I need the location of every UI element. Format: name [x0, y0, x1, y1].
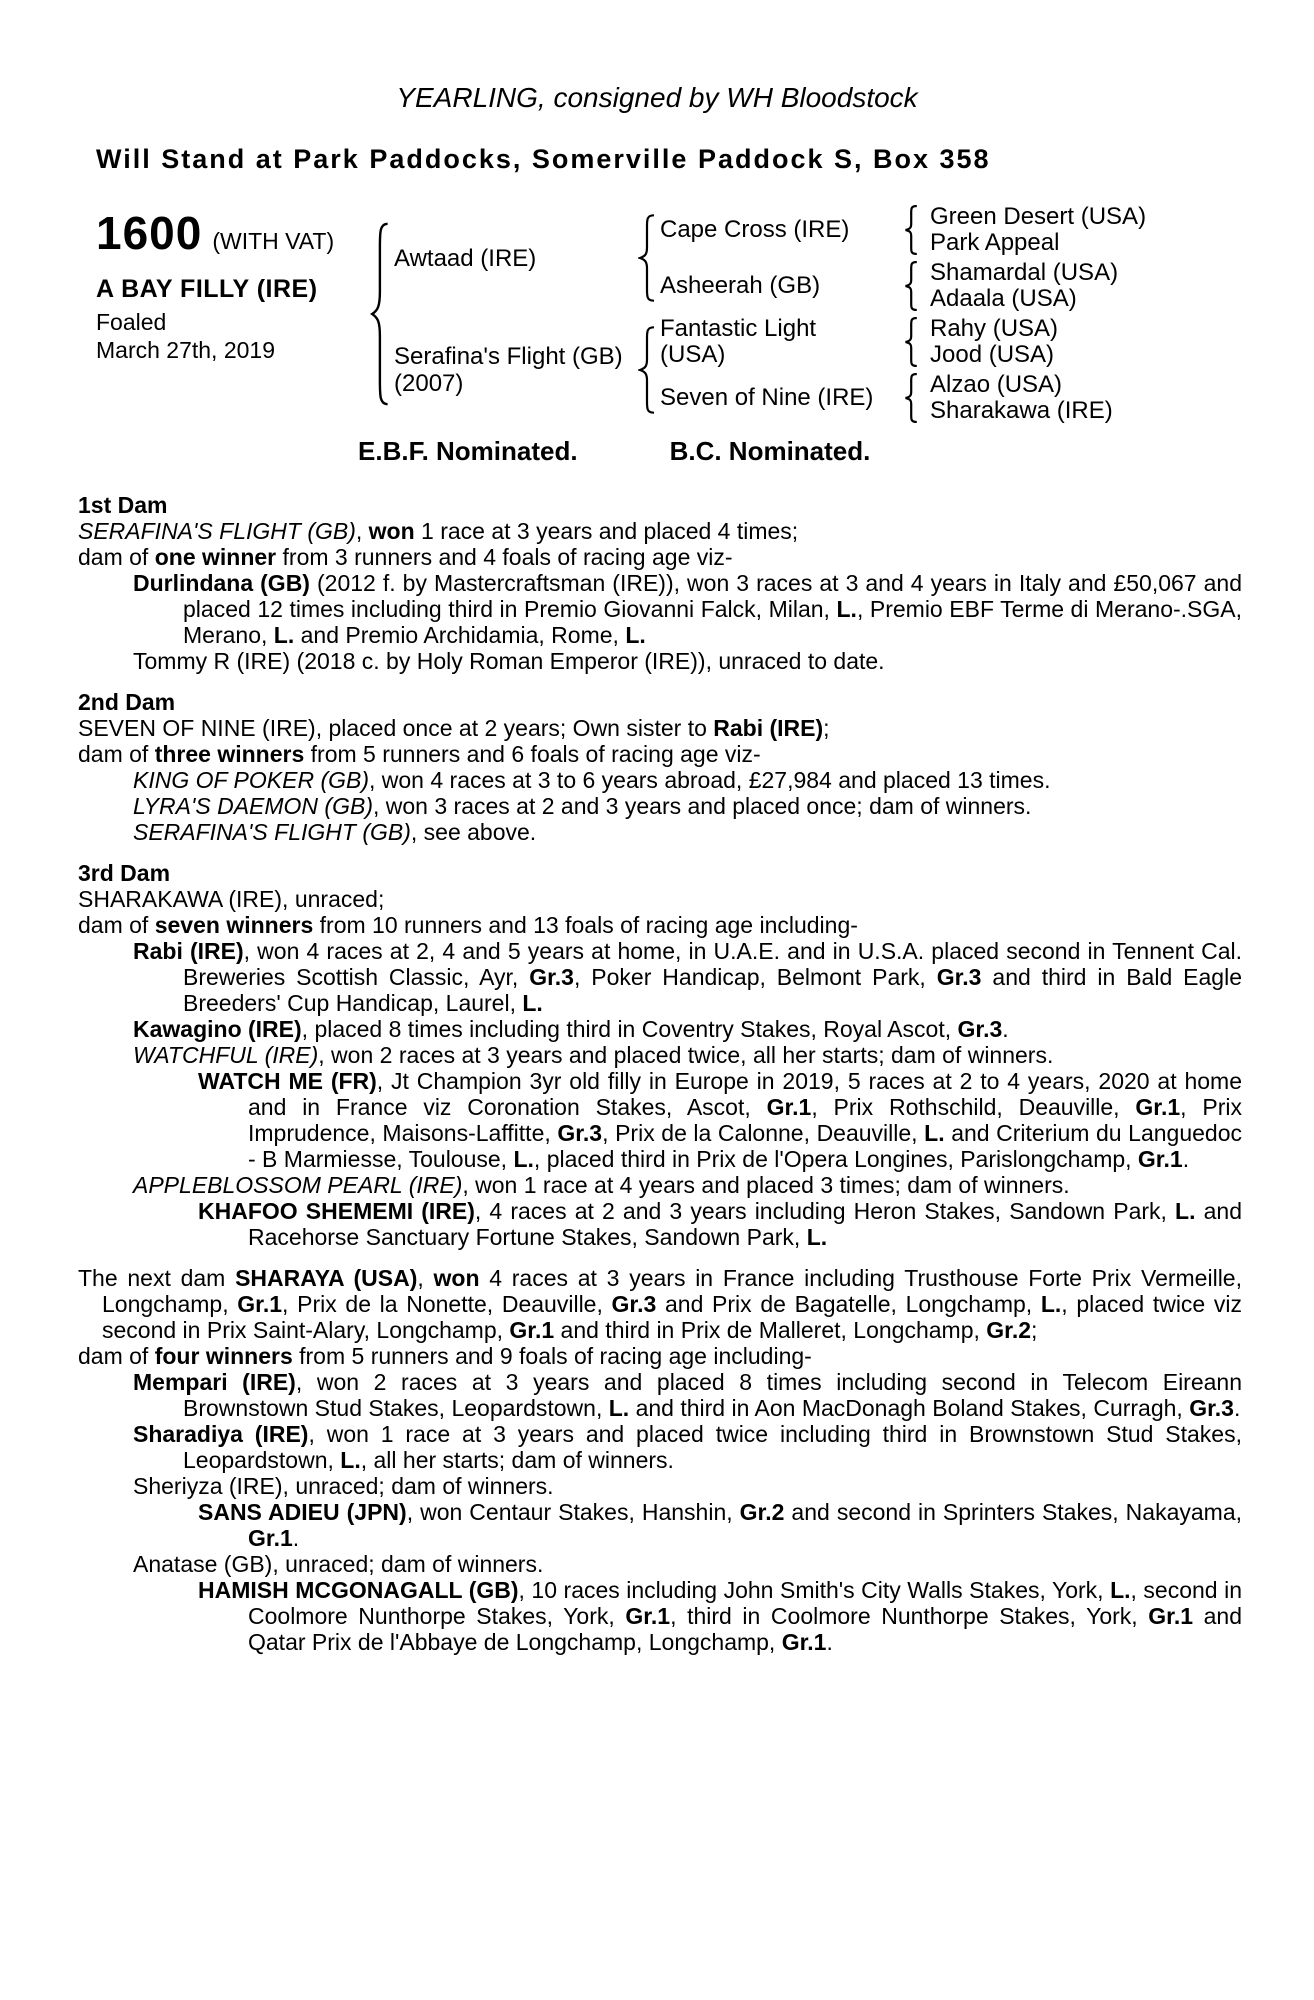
text-run: 4 races at 3 years in France including Trusthouse Forte Prix Vermeille, Longchamp, [102, 1265, 1242, 1317]
great-grandparents-pair [922, 204, 1146, 256]
grandsire-name-line: Cape Cross (IRE) [660, 216, 850, 243]
text-run: dam of [78, 741, 155, 767]
damsire-name-line: (USA) [660, 341, 726, 368]
catalogue-text [78, 492, 1242, 1655]
dam-section-heading: 2nd Dam [78, 689, 176, 715]
text-run: seven winners [154, 912, 314, 938]
text-run: , won 4 races at 2, 4 and 5 years at home, in U.A.E. and in U.S.A. placed second in Tennent Cal. Breweries Scottish Classic, Ayr, [183, 938, 1242, 990]
text-run: . [826, 1629, 833, 1655]
text-run: from 5 runners and 6 foals of racing age viz- [304, 741, 761, 767]
text-run: , Premio EBF Terme di Merano-.SGA, Merano, [183, 596, 1242, 648]
catalogue-paragraph [78, 1198, 1242, 1250]
text-run: Durlindana (GB) [133, 570, 310, 596]
foaled-label: Foaled [96, 309, 167, 335]
text-run: , won 4 races at 3 to 6 years abroad, £27,984 and placed 13 times. [369, 767, 1051, 793]
text-run: Mempari (IRE) [133, 1369, 296, 1395]
catalogue-paragraph [78, 741, 1242, 767]
bc-nominated: B.C. Nominated. [669, 436, 871, 466]
stand-location-line: Will Stand at Park Paddocks, Somerville Paddock S, Box 358 [96, 144, 991, 174]
pedigree-text-section [78, 492, 1242, 674]
dam-branch [394, 314, 1146, 426]
text-run: L. [1040, 1291, 1062, 1317]
catalogue-paragraph [78, 912, 1242, 938]
text-run: and third in Bald Eagle Breeders' Cup Handicap, Laurel, [183, 964, 1242, 1016]
dam-section-heading: 1st Dam [78, 492, 168, 518]
text-run: dam of [78, 1343, 155, 1369]
text-run: SERAFINA'S FLIGHT (GB) [78, 518, 356, 544]
text-run: SERAFINA'S FLIGHT (GB) [133, 819, 411, 845]
text-run: and third in Prix de Malleret, Longchamp, [554, 1317, 987, 1343]
text-run: L. [625, 622, 646, 648]
text-run: Gr.2 [986, 1317, 1032, 1343]
pedigree-brace-icon [902, 202, 922, 258]
text-run: L. [1110, 1577, 1131, 1603]
text-run: won [368, 518, 415, 544]
catalogue-paragraph [78, 648, 1242, 674]
text-run: , Poker Handicap, Belmont Park, [573, 964, 937, 990]
text-run: , 4 races at 2 and 3 years including Heron Stakes, Sandown Park, [474, 1198, 1176, 1224]
dam-name-line: Serafina's Flight (GB) [394, 343, 623, 370]
text-run: and Racehorse Sanctuary Fortune Stakes, Sandown Park, [248, 1198, 1242, 1250]
text-run: and second in Sprinters Stakes, Nakayama, [784, 1499, 1242, 1525]
pedigree-brace-icon [902, 258, 922, 314]
text-run: , Prix Rothschild, Deauville, [811, 1094, 1136, 1120]
text-run: . [1182, 1146, 1190, 1172]
great-granddam-name: Park Appeal [930, 229, 1060, 256]
text-run: , won 2 races at 3 years and placed 8 times including second in Telecom Eireann Brownstown Stud Stakes, Leopardstown, [183, 1369, 1243, 1421]
catalogue-paragraph [78, 1551, 1242, 1577]
text-run: , Prix de la Calonne, Deauville, [602, 1120, 925, 1146]
text-run: , won Centaur Stakes, Hanshin, [406, 1499, 740, 1525]
great-grandparents-pair [922, 260, 1118, 312]
text-run: . [292, 1525, 300, 1551]
text-run: four winners [154, 1343, 293, 1369]
text-run: Gr.1 [237, 1291, 283, 1317]
pedigree-quarter [660, 202, 1146, 258]
great-grandsire-name: Green Desert (USA) [930, 203, 1147, 230]
text-run: Gr.3 [557, 1120, 603, 1146]
pedigree-quarter [660, 370, 1113, 426]
catalogue-paragraph [78, 1499, 1242, 1551]
text-run: one winner [154, 544, 277, 570]
catalogue-paragraph [78, 518, 1242, 544]
text-run: from 5 runners and 9 foals of racing age including- [292, 1343, 812, 1369]
lot-info [96, 202, 368, 426]
text-run: KHAFOO SHEMEMI (IRE) [198, 1198, 475, 1224]
lot-number-row [96, 207, 368, 259]
text-run: LYRA'S DAEMON (GB) [133, 793, 373, 819]
text-run: 1 race at 3 years and placed 4 times; [414, 518, 799, 544]
second-dam-name-line: Seven of Nine (IRE) [660, 384, 874, 411]
great-grandsire-name: Shamardal (USA) [930, 259, 1119, 286]
sire-branch [394, 202, 1146, 314]
text-run: Tommy R (IRE) (2018 c. by Holy Roman Emperor (IRE)), unraced to date. [133, 648, 885, 674]
pedigree-quarter [660, 258, 1146, 314]
pedigree-text-section [78, 689, 1242, 845]
page-title: YEARLING, consigned by WH Bloodstock [396, 82, 918, 113]
text-run: , 10 races including John Smith's City Walls Stakes, York, [518, 1577, 1111, 1603]
text-run: , second in Coolmore Nunthorpe Stakes, York, [248, 1577, 1242, 1629]
text-run: , [417, 1265, 434, 1291]
pedigree-generation-1 [394, 202, 1146, 426]
catalogue-paragraph [78, 715, 1242, 741]
pedigree-brace-icon [902, 314, 922, 370]
nomination-line [358, 436, 1314, 466]
text-run: WATCH ME (FR) [198, 1068, 377, 1094]
great-grandsire-name: Rahy (USA) [930, 315, 1059, 342]
text-run: The next dam [78, 1265, 236, 1291]
text-run: Gr.3 [957, 1016, 1003, 1042]
text-run: Kawagino (IRE) [133, 1016, 302, 1042]
text-run: L. [806, 1224, 828, 1250]
ebf-nominated: E.B.F. Nominated. [358, 436, 578, 466]
damsire-name [660, 316, 902, 368]
text-run: and Qatar Prix de l'Abbaye de Longchamp, Longchamp, [248, 1603, 1242, 1655]
text-run: Rabi (IRE) [133, 938, 244, 964]
catalogue-paragraph [78, 1343, 1242, 1369]
text-run: L. [522, 990, 543, 1016]
catalogue-paragraph [78, 544, 1242, 570]
text-run: dam of [78, 544, 155, 570]
text-run: L. [340, 1447, 361, 1473]
text-run: (2012 f. by Mastercraftsman (IRE)), won 3 races at 3 and 4 years in Italy and £50,067 and placed 12 times including third in Premio Giovanni Falck, Milan, [183, 570, 1242, 622]
granddam-name [660, 273, 902, 299]
text-run: L. [273, 622, 295, 648]
text-run: L. [836, 596, 857, 622]
text-run: Gr.3 [936, 964, 982, 990]
text-run: , won 2 races at 3 years and placed twice, all her starts; dam of winners. [318, 1042, 1054, 1068]
great-granddam-name: Adaala (USA) [930, 285, 1077, 312]
text-run: HAMISH MCGONAGALL (GB) [198, 1577, 519, 1603]
text-run: three winners [154, 741, 305, 767]
text-run: Gr.3 [1189, 1395, 1234, 1421]
text-run: WATCHFUL (IRE) [133, 1042, 319, 1068]
text-run: SEVEN OF NINE (IRE), placed once at 2 years; Own sister to [78, 715, 714, 741]
pedigree-text-section [78, 860, 1242, 1250]
dam-name [394, 343, 636, 397]
text-run: won [433, 1265, 480, 1291]
text-run: L. [608, 1395, 630, 1421]
text-run: from 10 runners and 13 foals of racing age including- [313, 912, 858, 938]
catalogue-paragraph [78, 1016, 1242, 1042]
text-run: L. [1175, 1198, 1196, 1224]
pedigree-brace-icon [368, 202, 394, 426]
text-run: , all her starts; dam of winners. [360, 1447, 674, 1473]
text-run: APPLEBLOSSOM PEARL (IRE) [133, 1172, 463, 1198]
text-run: Gr.1 [509, 1317, 555, 1343]
great-grandparents-pair [922, 372, 1113, 424]
dam-section-heading: 3rd Dam [78, 860, 171, 886]
catalogue-paragraph [78, 570, 1242, 648]
text-run: , Jt Champion 3yr old filly in Europe in 2019, 5 races at 2 to 4 years, 2020 at home and in France viz Coronation Stakes, Ascot, [248, 1068, 1242, 1120]
text-run: Gr.1 [766, 1094, 812, 1120]
pedigree-block [96, 202, 1314, 426]
text-run: Rabi (IRE) [713, 715, 824, 741]
damsire-name-line: Fantastic Light [660, 315, 817, 342]
text-run: , third in Coolmore Nunthorpe Stakes, York, [670, 1603, 1149, 1629]
text-run: Gr.1 [781, 1629, 827, 1655]
text-run: , placed 8 times including third in Coventry Stakes, Royal Ascot, [301, 1016, 958, 1042]
text-run: Anatase (GB), unraced; dam of winners. [133, 1551, 544, 1577]
grandsire-name [660, 217, 902, 243]
catalogue-paragraph [78, 1577, 1242, 1655]
pedigree-brace-icon [636, 202, 660, 314]
catalogue-paragraph [78, 767, 1242, 793]
text-run: , see above. [410, 819, 537, 845]
text-run: and Criterium du Languedoc - B Marmiesse, Toulouse, [248, 1120, 1243, 1172]
catalogue-paragraph [78, 1068, 1242, 1172]
text-run: Gr.1 [1137, 1146, 1183, 1172]
text-run: , [355, 518, 369, 544]
text-run: and Premio Archidamia, Rome, [294, 622, 626, 648]
text-run: KING OF POKER (GB) [133, 767, 369, 793]
catalogue-paragraph [78, 886, 1242, 912]
text-run: , won 3 races at 2 and 3 years and placed once; dam of winners. [372, 793, 1032, 819]
text-run: . [1233, 1395, 1241, 1421]
granddam-name-line: Asheerah (GB) [660, 272, 821, 299]
pedigree-quarter [660, 314, 1113, 370]
sire-name [394, 245, 636, 272]
catalogue-paragraph [78, 1369, 1242, 1421]
text-run: , placed third in Prix de l'Opera Longines, Parislongchamp, [533, 1146, 1138, 1172]
pedigree-text-section [78, 1265, 1242, 1655]
foaled-date: March 27th, 2019 [96, 337, 276, 363]
text-run: L. [924, 1120, 945, 1146]
catalogue-paragraph [78, 1265, 1242, 1343]
great-grandparents-pair [922, 316, 1058, 368]
catalogue-paragraph [78, 1473, 1242, 1499]
lot-description: A BAY FILLY (IRE) [96, 275, 318, 303]
catalogue-paragraph [78, 819, 1242, 845]
text-run: SANS ADIEU (JPN) [198, 1499, 407, 1525]
text-run: ; [823, 715, 830, 741]
text-run: , Prix de la Nonette, Deauville, [282, 1291, 612, 1317]
lot-number: 1600 [96, 207, 203, 259]
text-run: SHARAYA (USA) [235, 1265, 418, 1291]
text-run: ; [1031, 1317, 1038, 1343]
text-run: Sheriyza (IRE), unraced; dam of winners. [133, 1473, 554, 1499]
text-run: SHARAKAWA (IRE), unraced; [78, 886, 385, 912]
text-run: L. [513, 1146, 534, 1172]
pedigree-tree [368, 202, 1146, 426]
text-run: and third in Aon MacDonagh Boland Stakes, Curragh, [629, 1395, 1190, 1421]
great-granddam-name: Jood (USA) [930, 341, 1055, 368]
text-run: dam of [78, 912, 155, 938]
second-dam-name [660, 385, 902, 411]
text-run: Gr.1 [1148, 1603, 1194, 1629]
catalogue-paragraph [78, 793, 1242, 819]
text-run: , placed twice viz second in Prix Saint-Alary, Longchamp, [102, 1291, 1243, 1343]
text-run: Gr.1 [248, 1525, 293, 1551]
vat-note: (WITH VAT) [212, 228, 335, 254]
catalogue-paragraph [78, 1421, 1242, 1473]
dam-grandparents [660, 314, 1113, 426]
pedigree-brace-icon [636, 314, 660, 426]
text-run: , won 1 race at 3 years and placed twice including third in Brownstown Stud Stakes, Leopardstown, [183, 1421, 1242, 1473]
pedigree-brace-icon [902, 370, 922, 426]
sire-grandparents [660, 202, 1146, 314]
text-run: Gr.3 [611, 1291, 657, 1317]
text-run: Gr.3 [529, 964, 574, 990]
text-run: , Prix Imprudence, Maisons-Laffitte, [248, 1094, 1242, 1146]
great-grandsire-name: Alzao (USA) [930, 371, 1063, 398]
text-run: and Prix de Bagatelle, Longchamp, [656, 1291, 1041, 1317]
catalogue-paragraph [78, 1042, 1242, 1068]
catalogue-paragraph [78, 1172, 1242, 1198]
catalogue-paragraph [78, 938, 1242, 1016]
dam-name-line: (2007) [394, 370, 464, 397]
text-run: from 3 runners and 4 foals of racing age viz- [276, 544, 733, 570]
text-run: Sharadiya (IRE) [133, 1421, 309, 1447]
text-run: Gr.1 [625, 1603, 671, 1629]
text-run: . [1002, 1016, 1009, 1042]
text-run: Gr.2 [739, 1499, 785, 1525]
great-granddam-name: Sharakawa (IRE) [930, 397, 1113, 424]
text-run: Gr.1 [1135, 1094, 1181, 1120]
text-run: , won 1 race at 4 years and placed 3 times; dam of winners. [462, 1172, 1070, 1198]
sire-name-line: Awtaad (IRE) [394, 244, 537, 272]
